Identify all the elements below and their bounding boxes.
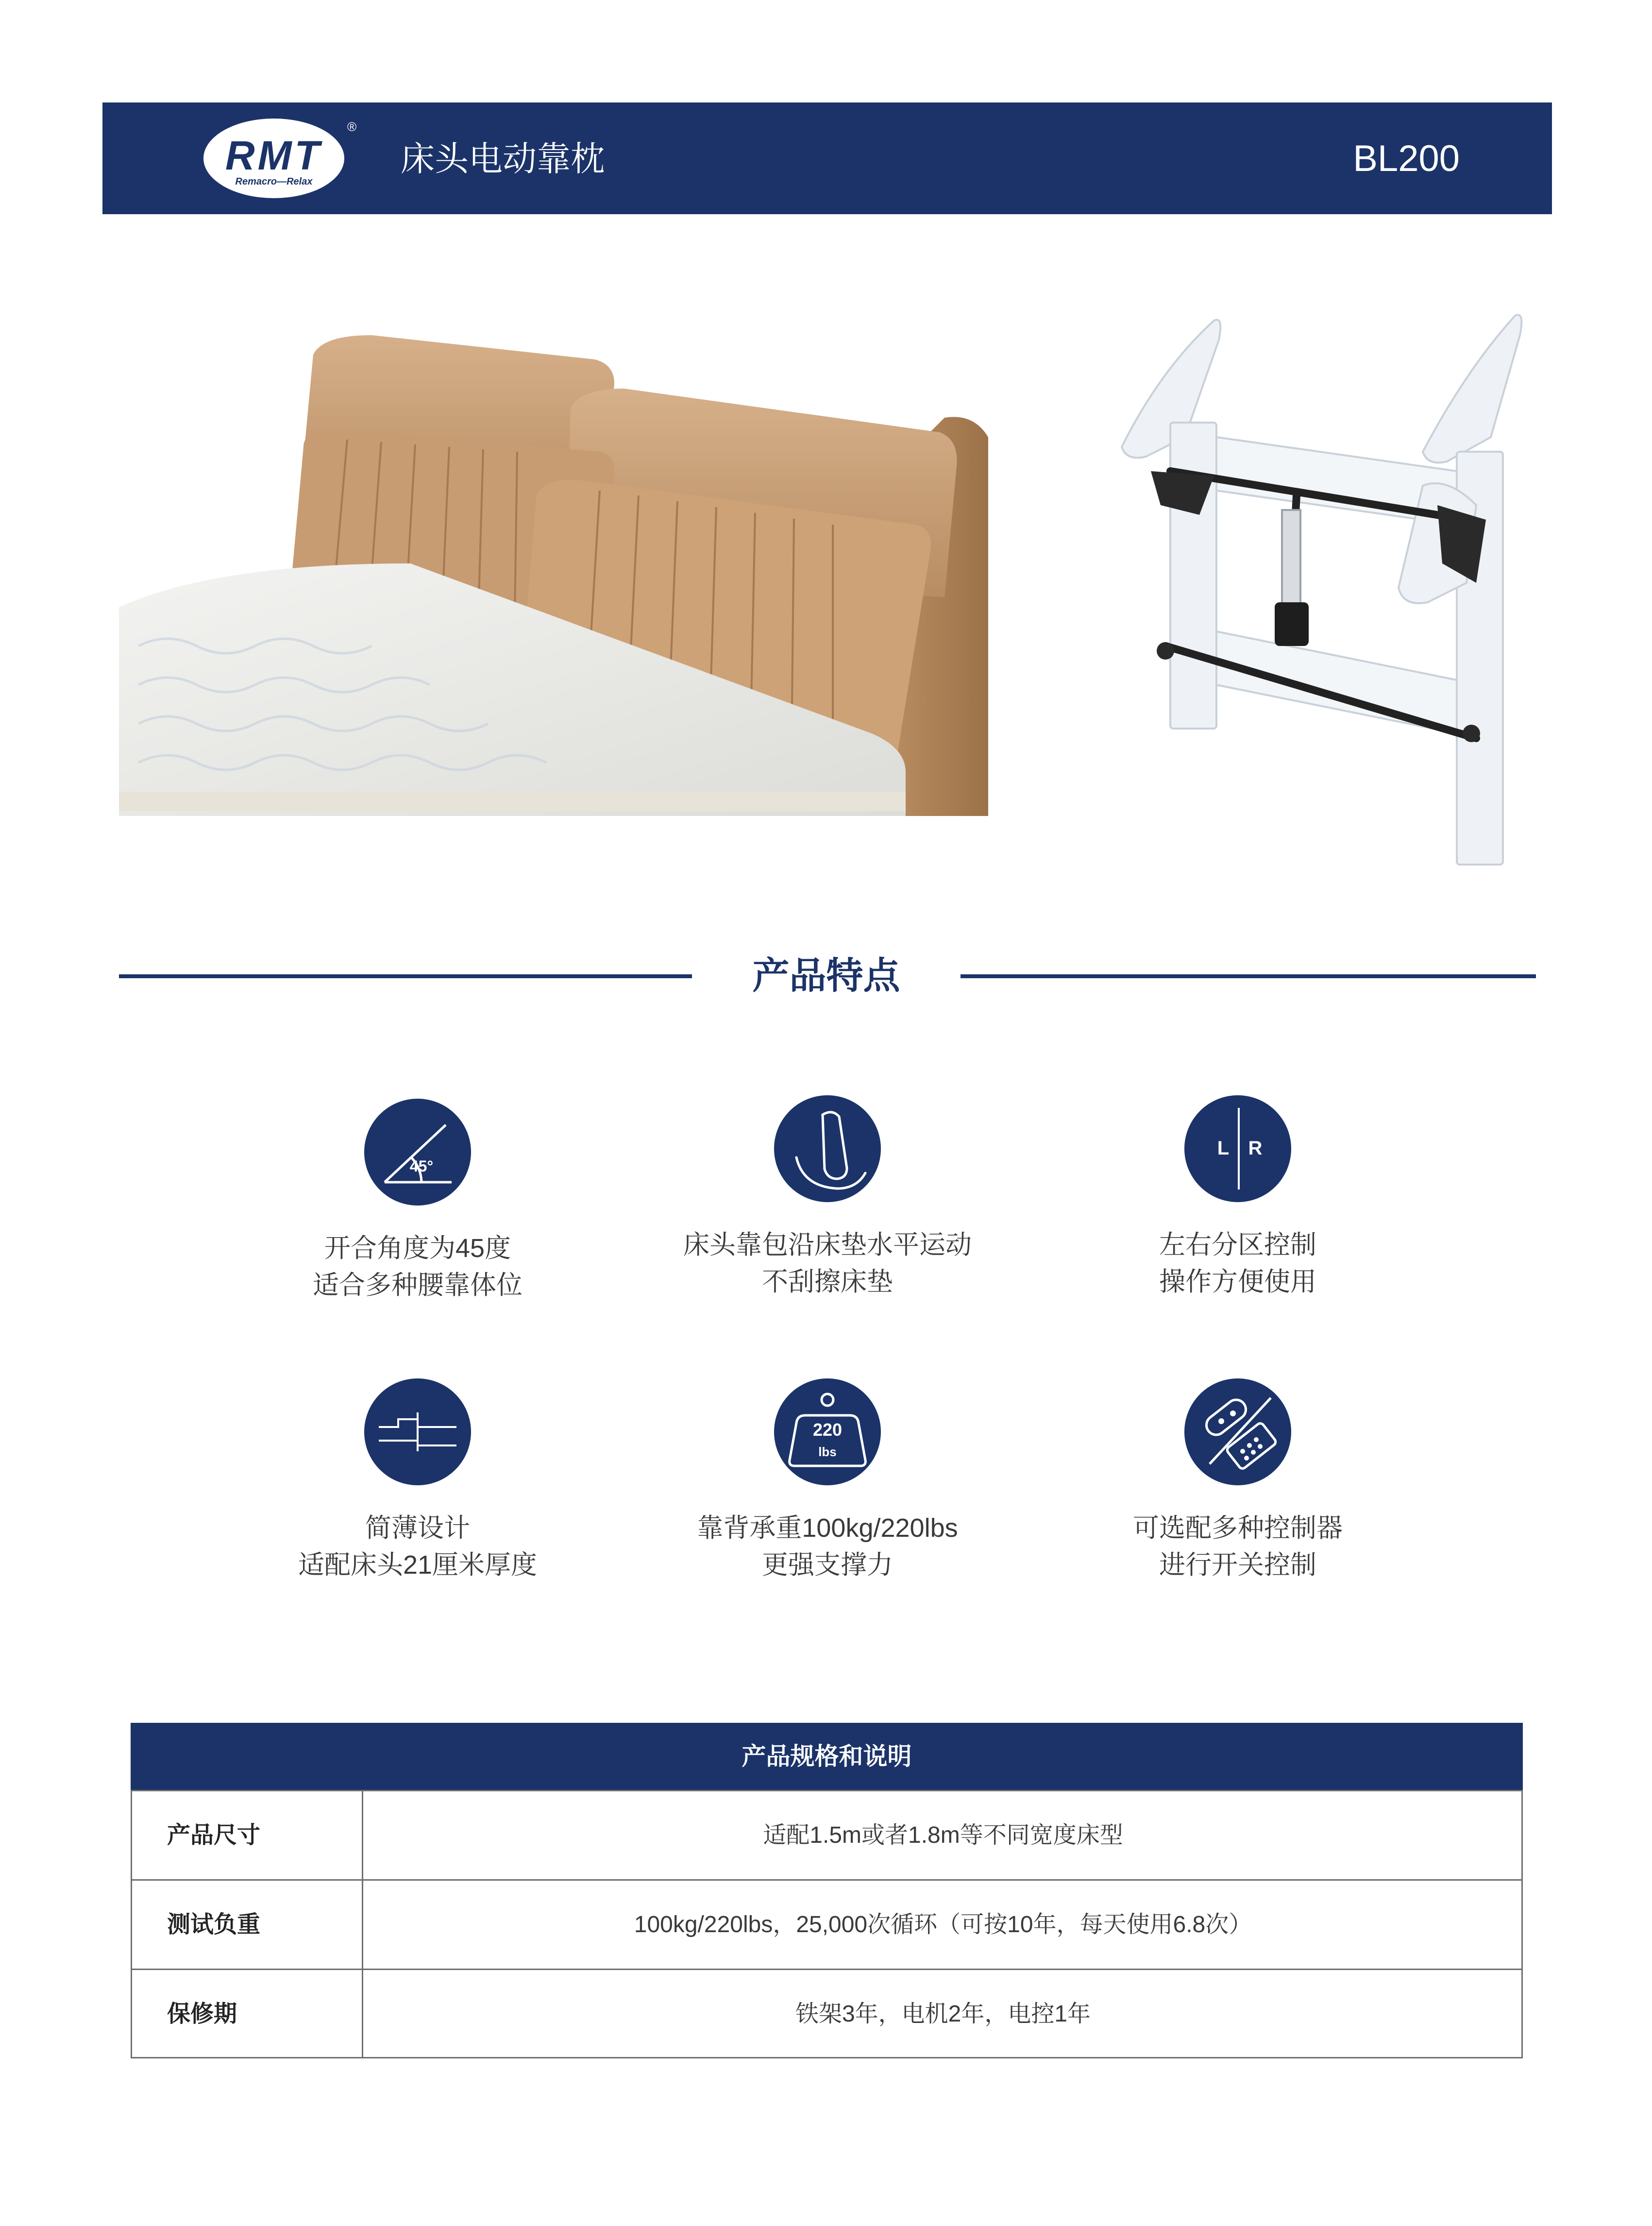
- spec-table-title: 产品规格和说明: [131, 1723, 1523, 1790]
- feature-caption: [233, 1230, 602, 1304]
- spec-table: [131, 1723, 1523, 2058]
- table-row: [132, 1879, 1521, 1969]
- spec-value: 铁架3年，电机2年，电控1年: [795, 2001, 1091, 2027]
- feature-line1: 靠背承重100kg/220lbs: [697, 1513, 958, 1543]
- spec-value: 100kg/220lbs，25,000次循环（可按10年，每天使用6.8次）: [634, 1912, 1252, 1937]
- angle-value: 45°: [409, 1157, 434, 1175]
- weight-220-icon: [774, 1378, 881, 1485]
- table-row: [132, 1969, 1521, 2058]
- feature-caption: [643, 1226, 1012, 1300]
- model-number: BL200: [1353, 138, 1460, 179]
- pillow-slide-icon: [774, 1095, 881, 1202]
- feature-line2: 不刮擦床垫: [762, 1267, 893, 1296]
- weight-value: 220: [812, 1420, 843, 1440]
- logo-subtitle: Remacro—Relax: [235, 176, 313, 187]
- section-divider-right: [961, 974, 1536, 978]
- page-title: 床头电动靠枕: [401, 140, 605, 178]
- registered-mark: ®: [347, 119, 357, 134]
- mechanism-frame-photo: [1088, 311, 1544, 874]
- feature-line2: 适配床头21厘米厚度: [298, 1550, 538, 1580]
- section-divider-left: [119, 974, 692, 978]
- feature-caption: [643, 1510, 1012, 1583]
- feature-line1: 左右分区控制: [1159, 1230, 1316, 1259]
- right-label: R: [1248, 1138, 1263, 1159]
- spec-key: 保修期: [132, 1970, 363, 2058]
- spec-key: 产品尺寸: [132, 1791, 363, 1879]
- thin-design-icon: [364, 1378, 471, 1485]
- spec-key: 测试负重: [132, 1881, 363, 1969]
- feature-caption: [1053, 1510, 1422, 1583]
- feature-line2: 操作方便使用: [1159, 1267, 1316, 1296]
- left-label: L: [1217, 1138, 1230, 1159]
- features-section-title: 产品特点: [752, 955, 900, 997]
- remote-control-icon: [1184, 1378, 1291, 1485]
- feature-line1: 开合角度为45度: [324, 1234, 511, 1263]
- angle-45-icon: [364, 1099, 471, 1206]
- feature-line2: 更强支撑力: [762, 1550, 893, 1580]
- logo-mark: RMT: [225, 133, 322, 178]
- headboard-product-photo: [119, 335, 993, 816]
- feature-line1: 简薄设计: [365, 1513, 470, 1543]
- left-right-icon: [1184, 1095, 1291, 1202]
- table-row: [132, 1790, 1521, 1879]
- feature-line2: 进行开关控制: [1159, 1550, 1316, 1580]
- brand-logo: [203, 119, 357, 198]
- feature-caption: [1053, 1226, 1422, 1300]
- feature-line2: 适合多种腰靠体位: [313, 1271, 523, 1300]
- header-bar: [102, 102, 1552, 214]
- feature-line1: 可选配多种控制器: [1133, 1513, 1343, 1543]
- feature-caption: [233, 1510, 602, 1583]
- feature-line1: 床头靠包沿床垫水平运动: [683, 1230, 972, 1259]
- weight-unit: lbs: [818, 1444, 837, 1459]
- spec-value: 适配1.5m或者1.8m等不同宽度床型: [763, 1822, 1123, 1848]
